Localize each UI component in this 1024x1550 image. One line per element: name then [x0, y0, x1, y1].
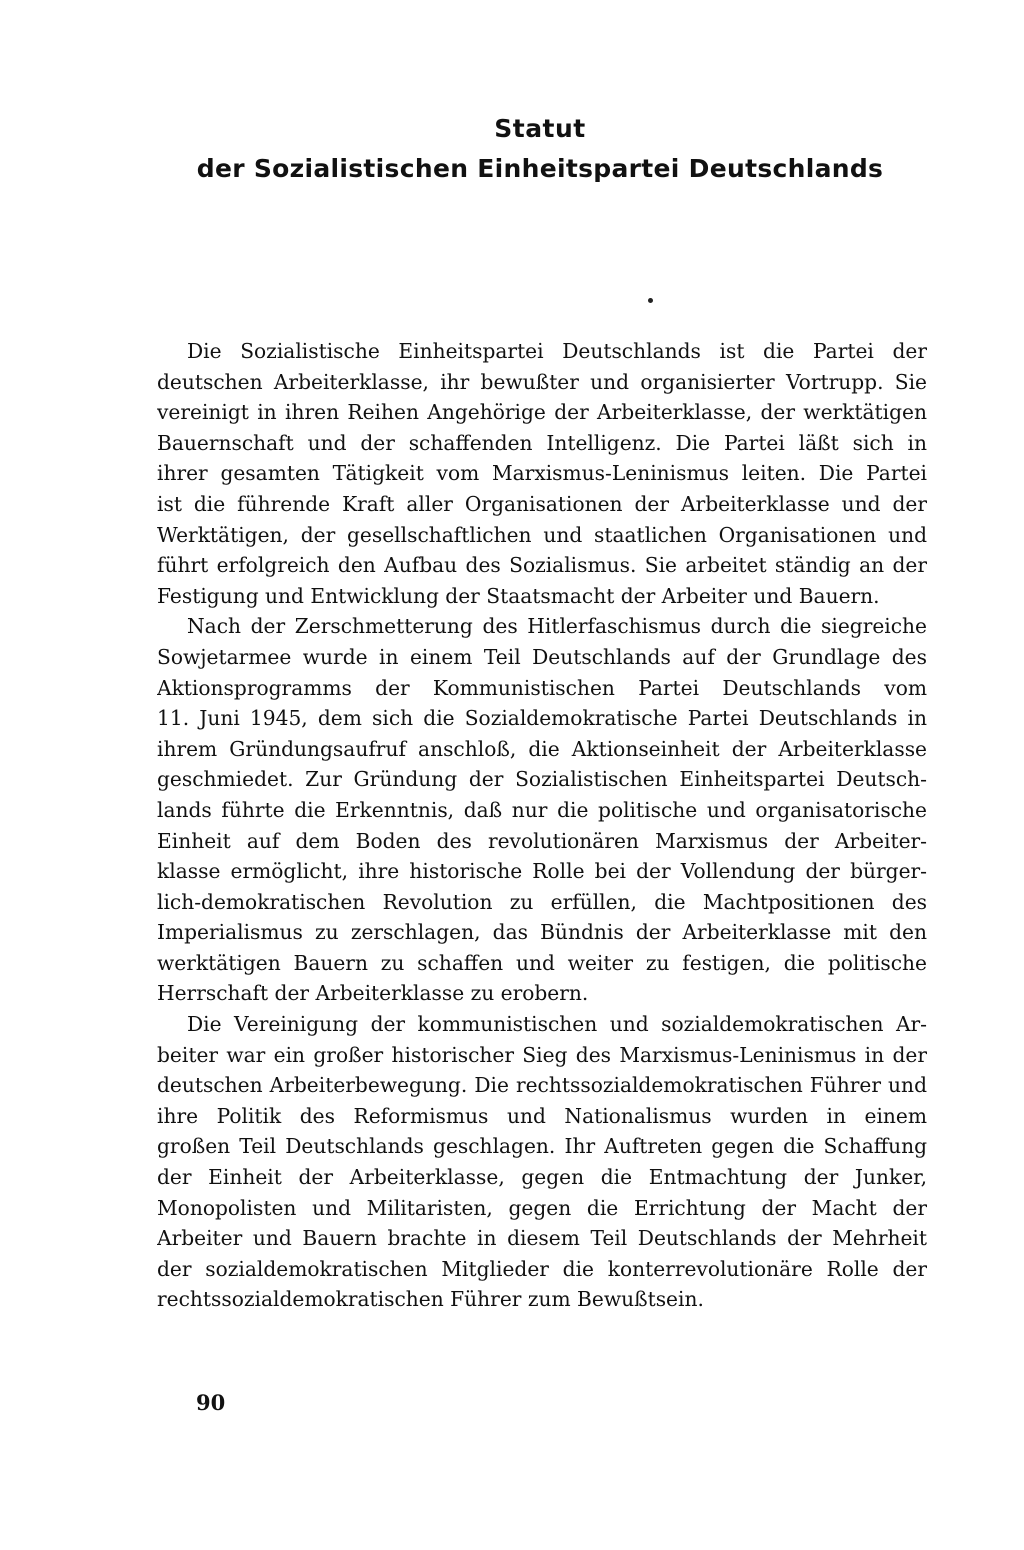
- separator-dot: [648, 298, 653, 303]
- text-line: Imperialismus zu zerschlagen, das Bündnis der Arbeiterklasse mit den: [157, 920, 927, 945]
- title-block: [150, 112, 930, 186]
- text-line: führt erfolgreich den Aufbau des Sozialismus. Sie arbeitet ständig an der: [157, 553, 927, 578]
- page-subtitle: der Sozialistischen Einheitspartei Deutschlands: [196, 154, 884, 183]
- text-line: Einheit auf dem Boden des revolutionären Marxismus der Arbeiter-: [157, 828, 927, 853]
- text-line: lands führte die Erkenntnis, daß nur die politische und organisatorische: [157, 797, 927, 822]
- text-line: geschmiedet. Zur Gründung der Sozialistischen Einheitspartei Deutsch-: [157, 767, 927, 792]
- text-line: Festigung und Entwicklung der Staatsmacht der Arbeiter und Bauern.: [157, 583, 880, 608]
- text-line: 11. Juni 1945, dem sich die Sozialdemokratische Partei Deutschlands in: [157, 706, 927, 731]
- text-line: Aktionsprogramms der Kommunistischen Partei Deutschlands vom: [157, 675, 927, 700]
- text-line: vereinigt in ihren Reihen Angehörige der Arbeiterklasse, der werktätigen: [157, 400, 927, 425]
- body-text: [157, 336, 927, 1315]
- text-line: ist die führende Kraft aller Organisationen der Arbeiterklasse und der: [157, 491, 927, 516]
- text-line: Herrschaft der Arbeiterklasse zu erobern.: [157, 981, 589, 1006]
- text-line: Monopolisten und Militaristen, gegen die Errichtung der Macht der: [157, 1195, 927, 1220]
- text-line: rechtssozialdemokratischen Führer zum Bewußtsein.: [157, 1287, 704, 1312]
- text-line: deutschen Arbeiterklasse, ihr bewußter und organisierter Vortrupp. Sie: [157, 369, 927, 394]
- text-line: ihrer gesamten Tätigkeit vom Marxismus-Leninismus leiten. Die Partei: [157, 461, 927, 486]
- text-line: Die Sozialistische Einheitspartei Deutschlands ist die Partei der: [187, 339, 927, 363]
- text-line: lich-demokratischen Revolution zu erfüllen, die Machtpositionen des: [157, 889, 927, 914]
- text-line: ihrem Gründungsaufruf anschloß, die Aktionseinheit der Arbeiterklasse: [157, 736, 927, 761]
- page-number: 90: [196, 1390, 226, 1415]
- text-line: der Einheit der Arbeiterklasse, gegen die Entmachtung der Junker,: [157, 1165, 927, 1190]
- text-line: Sowjetarmee wurde in einem Teil Deutschlands auf der Grundlage des: [157, 644, 927, 669]
- text-line: Die Vereinigung der kommunistischen und sozialdemokratischen Ar-: [187, 1012, 927, 1037]
- text-line: ihre Politik des Reformismus und Nationalismus wurden in einem: [157, 1103, 927, 1128]
- text-line: Arbeiter und Bauern brachte in diesem Teil Deutschlands der Mehrheit: [157, 1226, 927, 1251]
- text-line: klasse ermöglicht, ihre historische Rolle bei der Vollendung der bürger-: [157, 859, 927, 884]
- text-line: Nach der Zerschmetterung des Hitlerfaschismus durch die siegreiche: [187, 614, 927, 639]
- text-line: werktätigen Bauern zu schaffen und weiter zu festigen, die politische: [157, 950, 927, 975]
- text-line: großen Teil Deutschlands geschlagen. Ihr Auftreten gegen die Schaffung: [157, 1134, 927, 1159]
- page-title: Statut: [494, 114, 586, 143]
- text-line: Bauernschaft und der schaffenden Intelligenz. Die Partei läßt sich in: [157, 430, 927, 455]
- text-line: beiter war ein großer historischer Sieg des Marxismus-Leninismus in der: [157, 1042, 927, 1067]
- text-line: deutschen Arbeiterbewegung. Die rechtssozialdemokratischen Führer und: [157, 1073, 927, 1098]
- text-line: der sozialdemokratischen Mitglieder die konterrevolutionäre Rolle der: [157, 1256, 927, 1281]
- text-line: Werktätigen, der gesellschaftlichen und staatlichen Organisationen und: [157, 522, 927, 547]
